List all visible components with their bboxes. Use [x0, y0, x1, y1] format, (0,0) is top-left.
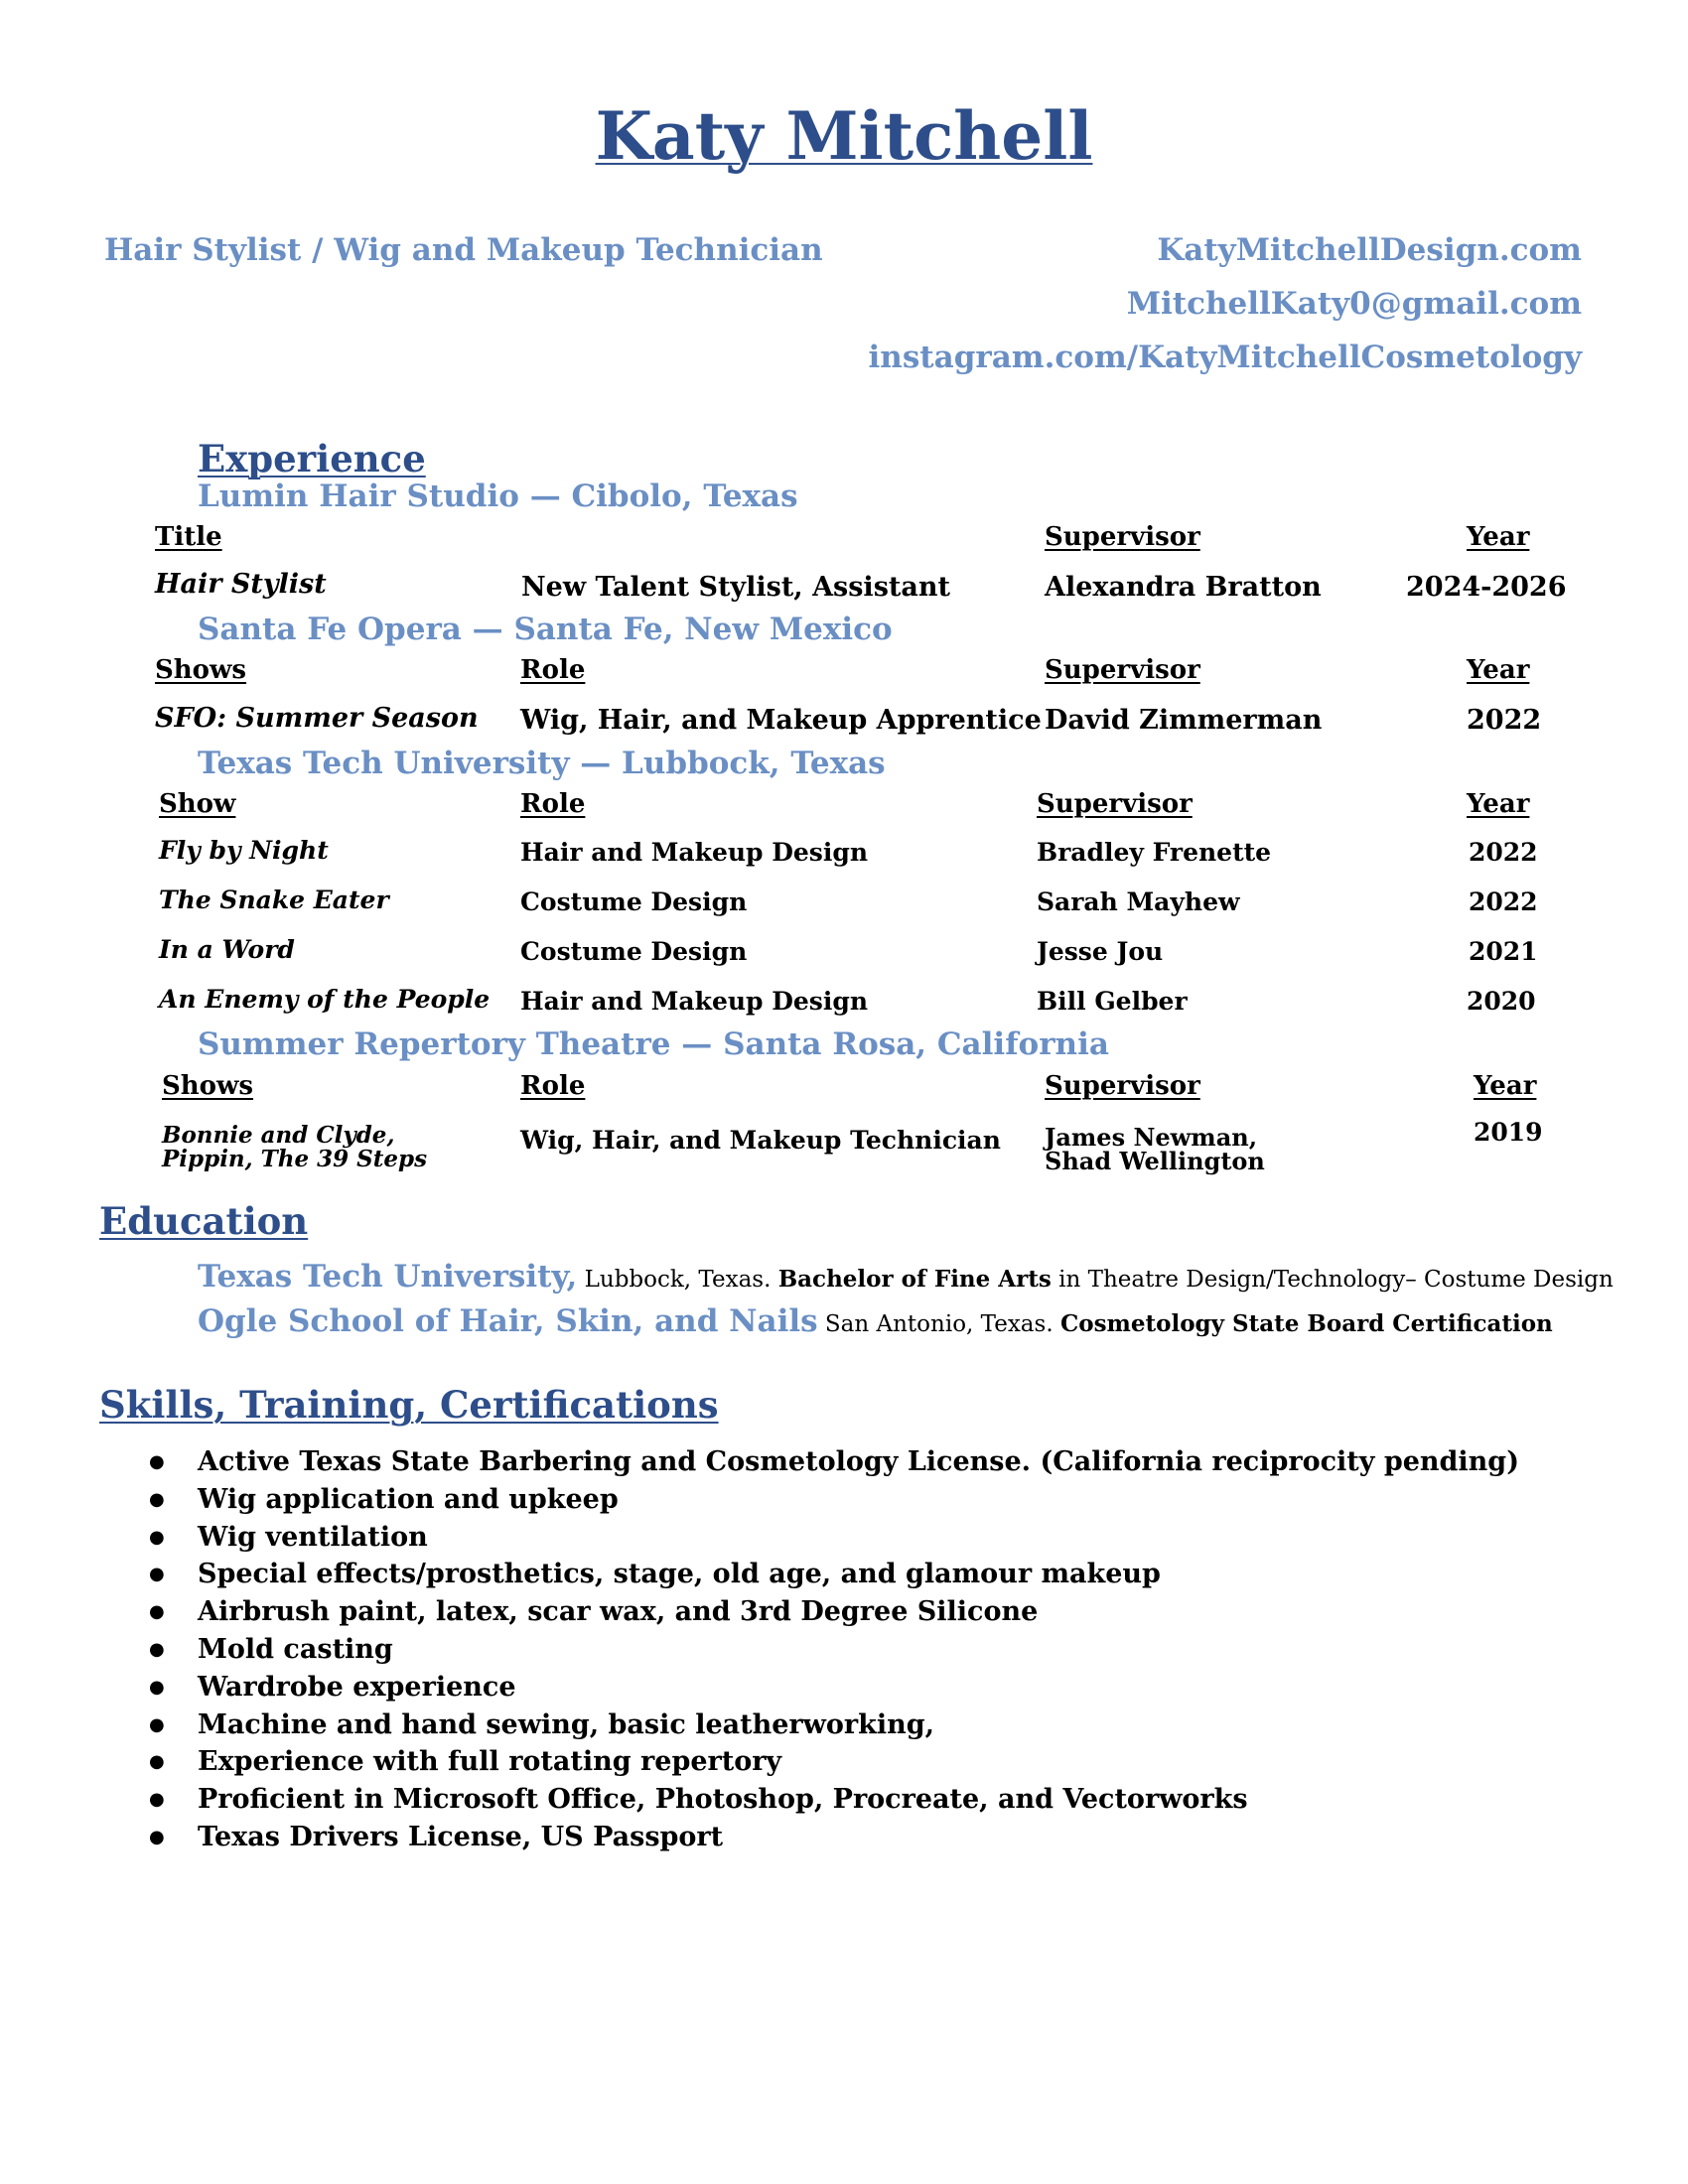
education-item: [198, 1303, 1553, 1339]
education-location: Lubbock, Texas.: [577, 1267, 778, 1293]
col-header-shows: Shows: [155, 655, 247, 685]
col-header-supervisor: Supervisor: [1037, 789, 1193, 819]
col-header-role: Role: [520, 1071, 586, 1101]
skills-list: [149, 1445, 1519, 1858]
list-item: ● Texas Drivers License, US Passport: [149, 1821, 1519, 1858]
table-row-year: 2022: [1469, 887, 1538, 916]
table-row-year: 2024-2026: [1406, 572, 1567, 603]
table-row-supervisor: James Newman, Shad Wellington: [1045, 1123, 1265, 1175]
table-row-supervisor: Bill Gelber: [1037, 987, 1188, 1016]
table-row-show: An Enemy of the People: [159, 985, 491, 1014]
list-item: ● Airbrush paint, latex, scar wax, and 3rd Degree Silicone: [149, 1595, 1519, 1633]
instagram-link[interactable]: instagram.com/KatyMitchellCosmetology: [868, 340, 1582, 375]
col-header-supervisor: Supervisor: [1045, 522, 1200, 552]
list-item: ● Experience with full rotating repertory: [149, 1745, 1519, 1783]
col-header-show: Show: [159, 789, 236, 819]
education-degree: Cosmetology State Board Certification: [1059, 1310, 1553, 1337]
table-row-show: The Snake Eater: [159, 886, 389, 914]
table-row-year: 2020: [1467, 987, 1536, 1016]
experience-heading: Experience: [198, 437, 426, 480]
website-link[interactable]: KatyMitchellDesign.com: [1157, 232, 1582, 268]
col-header-year: Year: [1467, 789, 1530, 819]
table-row-role: Wig, Hair, and Makeup Technician: [520, 1126, 1001, 1155]
education-school: Texas Tech University,: [198, 1259, 578, 1295]
col-header-year: Year: [1467, 655, 1530, 685]
table-row-supervisor: David Zimmerman: [1045, 705, 1323, 736]
table-row-show: Fly by Night: [159, 836, 329, 865]
table-row-year: 2019: [1474, 1118, 1543, 1147]
col-header-year: Year: [1467, 522, 1530, 552]
resume-name: Katy Mitchell: [595, 97, 1093, 175]
table-row-role: Costume Design: [520, 937, 748, 966]
education-school: Ogle School of Hair, Skin, and Nails: [198, 1303, 818, 1339]
table-row-role: Costume Design: [520, 887, 748, 916]
table-row-year: 2022: [1467, 705, 1542, 736]
col-header-role: Role: [520, 789, 586, 819]
list-item: ● Wig application and upkeep: [149, 1483, 1519, 1521]
col-header-title: Title: [155, 522, 222, 552]
experience-org-santa-fe-opera: Santa Fe Opera — Santa Fe, New Mexico: [198, 612, 893, 647]
list-item: ● Special effects/prosthetics, stage, old age, and glamour makeup: [149, 1558, 1519, 1595]
col-header-year: Year: [1474, 1071, 1537, 1101]
table-row-supervisor: Jesse Jou: [1037, 937, 1164, 966]
list-item: ● Mold casting: [149, 1633, 1519, 1671]
education-location: San Antonio, Texas.: [817, 1311, 1060, 1337]
email-link[interactable]: MitchellKaty0@gmail.com: [1126, 286, 1582, 322]
education-heading: Education: [99, 1199, 309, 1243]
education-item: [198, 1259, 1614, 1295]
education-detail: in Theatre Design/Technology– Costume Design: [1051, 1267, 1614, 1293]
table-row-role: New Talent Stylist, Assistant: [521, 572, 950, 603]
table-row-supervisor: Bradley Frenette: [1037, 838, 1272, 867]
table-row-role: Hair and Makeup Design: [520, 987, 869, 1016]
table-row-show: SFO: Summer Season: [155, 703, 479, 734]
job-subtitle: Hair Stylist / Wig and Makeup Technician: [104, 232, 823, 268]
col-header-supervisor: Supervisor: [1045, 655, 1200, 685]
experience-org-lumin: Lumin Hair Studio — Cibolo, Texas: [198, 478, 798, 514]
list-item: ● Proficient in Microsoft Office, Photoshop, Procreate, and Vectorworks: [149, 1783, 1519, 1821]
experience-org-texas-tech: Texas Tech University — Lubbock, Texas: [198, 746, 886, 781]
col-header-role: Role: [520, 655, 586, 685]
table-row-show: Bonnie and Clyde, Pippin, The 39 Steps: [162, 1122, 428, 1172]
list-item: ● Active Texas State Barbering and Cosmetology License. (California reciprocity pending): [149, 1445, 1519, 1483]
education-degree: Bachelor of Fine Arts: [777, 1266, 1052, 1293]
col-header-shows: Shows: [162, 1071, 254, 1101]
experience-org-summer-repertory: Summer Repertory Theatre — Santa Rosa, California: [198, 1026, 1109, 1062]
table-row-role: Hair and Makeup Design: [520, 838, 869, 867]
list-item: ● Wardrobe experience: [149, 1671, 1519, 1708]
table-row-title: Hair Stylist: [155, 569, 327, 600]
list-item: ● Machine and hand sewing, basic leatherworking,: [149, 1708, 1519, 1746]
col-header-supervisor: Supervisor: [1045, 1071, 1200, 1101]
table-row-role: Wig, Hair, and Makeup Apprentice: [520, 705, 1042, 736]
table-row-year: 2022: [1469, 838, 1538, 867]
table-row-year: 2021: [1469, 937, 1538, 966]
table-row-supervisor: Alexandra Bratton: [1045, 572, 1322, 603]
table-row-show: In a Word: [159, 935, 295, 964]
skills-heading: Skills, Training, Certifications: [99, 1383, 719, 1427]
list-item: ● Wig ventilation: [149, 1521, 1519, 1559]
table-row-supervisor: Sarah Mayhew: [1037, 887, 1240, 916]
